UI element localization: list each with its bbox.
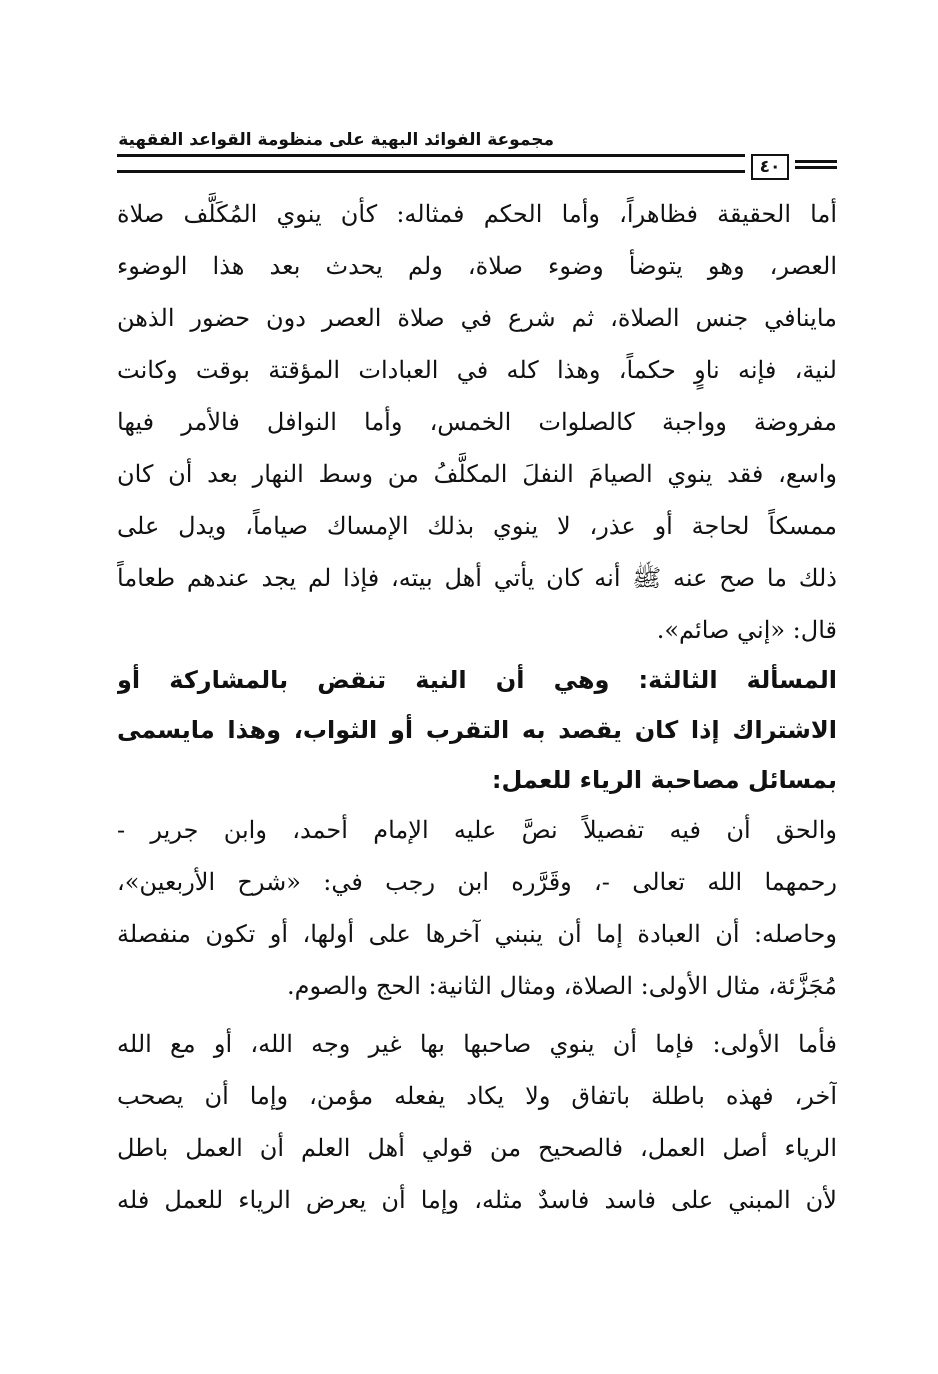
text-line: واسع، فقد ينوي الصيامَ النفلَ المكلَّفُ من وسط النهار بعد أن كان: [117, 460, 837, 488]
text-line: قال: «إني صائم».: [656, 616, 837, 644]
text-line: والحق أن فيه تفصيلاً نصَّ عليه الإمام أحمد، وابن جرير -: [117, 816, 837, 844]
paragraph-3: [117, 804, 837, 1012]
header-rule-top: [117, 154, 745, 157]
text-line: آخر، فهذه باطلة باتفاق ولا يكاد يفعله مؤمن، وإما أن يصحب: [117, 1082, 837, 1110]
text-line: ذلك ما صح عنه ﷺ أنه كان يأتي أهل بيته، فإذا لم يجد عندهم طعاماً: [117, 564, 837, 592]
text-line: فأما الأولى: فإما أن ينوي صاحبها بها غير وجه الله، أو مع الله: [117, 1030, 837, 1058]
heading-line: بمسائل مصاحبة الرياء للعمل:: [491, 766, 837, 794]
page-number: ٤٠: [751, 154, 789, 180]
section-heading: [117, 655, 837, 805]
heading-line: الاشتراك إذا كان يقصد به التقرب أو الثواب، وهذا مايسمى: [117, 716, 837, 744]
text-line: لأن المبني على فاسد فاسدٌ مثله، وإما أن يعرض الرياء للعمل فله: [117, 1186, 837, 1214]
text-line: أما الحقيقة فظاهراً، وأما الحكم فمثاله: كأن ينوي المُكَلَّف صلاة: [117, 200, 837, 228]
heading-line: المسألة الثالثة: وهي أن النية تنقض بالمشاركة أو: [117, 666, 837, 694]
header-rule-bottom: [117, 170, 745, 173]
text-line: مُجَزَّئة، مثال الأولى: الصلاة، ومثال الثانية: الحج والصوم.: [287, 972, 837, 1000]
text-line: ممسكاً لحاجة أو عذر، لا ينوي بذلك الإمساك صياماً، ويدل على: [117, 512, 837, 540]
paragraph-4: [117, 1018, 837, 1226]
header-rule-right-bottom: [795, 166, 837, 169]
paragraph-1: [117, 188, 837, 656]
text-line: وحاصله: أن العبادة إما أن ينبني آخرها على أولها، أو تكون منفصلة: [117, 920, 837, 948]
text-line: الرياء أصل العمل، فالصحيح من قولي أهل العلم أن العمل باطل: [117, 1134, 837, 1162]
text-line: مفروضة وواجبة كالصلوات الخمس، وأما النوافل فالأمر فيها: [117, 408, 837, 436]
text-line: رحمهما الله تعالى -، وقَرَّره ابن رجب في: «شرح الأربعين»،: [117, 868, 837, 896]
text-line: ماينافي جنس الصلاة، ثم شرع في صلاة العصر دون حضور الذهن: [117, 304, 837, 332]
text-line: العصر، وهو يتوضأ وضوء صلاة، ولم يحدث بعد هذا الوضوء: [117, 252, 837, 280]
text-line: لنية، فإنه ناوٍ حكماً، وهذا كله في العبادات المؤقتة بوقت وكانت: [117, 356, 837, 384]
running-header-title: مجموعة الفوائد البهية على منظومة القواعد الفقهية: [118, 130, 554, 150]
header-rule-right-top: [795, 160, 837, 163]
